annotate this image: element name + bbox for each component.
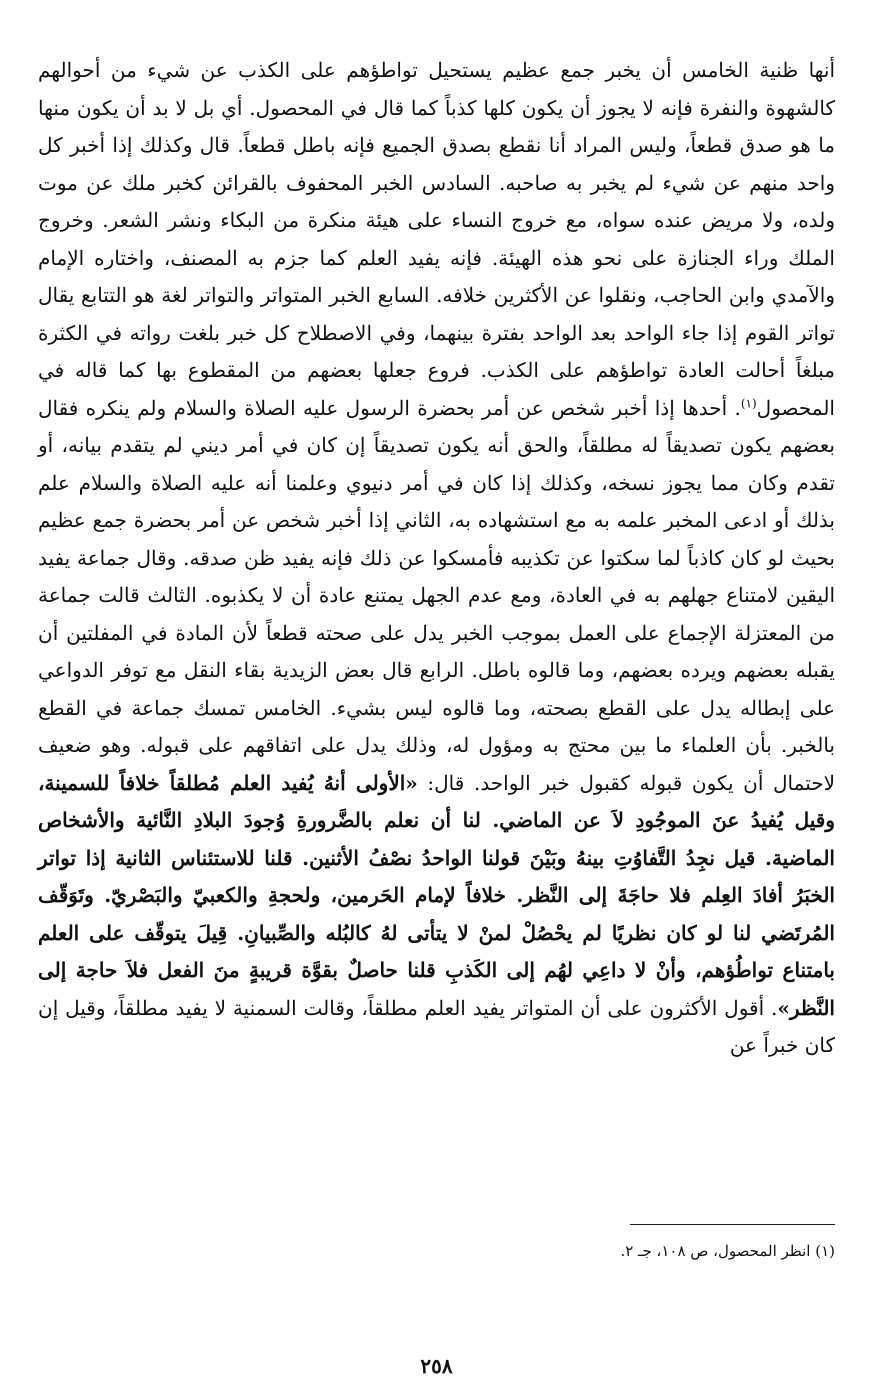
paragraph-2: . أحدها إذا أخبر شخص عن أمر بحضرة الرسول عليه الصلاة والسلام ولم ينكره فقال بعضهم يكون تصديقاً له مطلقاً، والحق أنه يكون تصديقاً إن كان في أمر ديني لم يتقدم بيانه، أو تقدم وكان مما يجوز نسخه، وكذلك إذا كان في أمر دنيوي وعلمنا أنه عليه الصلاة والسلام علم بذلك أو ادعى المخبر علمه به مع استشهاده به، الثاني إذا أخبر شخص عن أمر بحضرة جمع عظيم بحيث لو كان كاذباً لما سكتوا عن تكذيبه فأمسكوا عن ذلك فإنه يفيد ظن صدقه. وقال جماعة يفيد اليقين لامتناع جهلهم به في العادة، ومع عدم الجهل يمتنع عادة أن لا يكذبوه. الثالث قالت جماعة من المعتزلة الإجماع على العمل بموجب الخبر يدل على صحته قطعاً لأن المادة في المفلتين أن يقبله بعضهم ويرده بعضهم، وما قالوه باطل. الرابع قال بعض الزيدية بقاء النقل مع توفر الدواعي على إبطاله يدل على القطع بصحته، وما قالوه ليس بشيء. الخامس تمسك جماعة في القطع بالخبر. بأن العلماء ما بين محتج به ومؤول له، وذلك يدل على اتفاقهم على قبوله. وهو ضعيف لاحتمال أن يكون قبوله كقبول خبر الواحد. قال: [38,395,836,795]
footnote-reference: (١) [740,395,757,410]
paragraph-1: أنها ظنية الخامس أن يخبر جمع عظيم يستحيل تواطؤهم على الكذب عن شيء من أحوالهم كالشهوة والنفرة فإنه لا يجوز أن يكون كلها كذباً كما قال في المحصول. أي بل لا بد أن يكون منها ما هو صدق قطعاً، وليس المراد أنا نقطع بصدق الجميع فإنه باطل قطعاً. قال وكذلك إذا أخبر كل واحد منهم عن شيء لم يخبر به صاحبه. السادس الخبر المحفوف بالقرائن كخبر ملك عن موت ولده، ولا مريض عنده سواه، مع خروج النساء على هيئة منكرة من البكاء ونشر الشعر. وخروج الملك وراء الجنازة على نحو هذه الهيئة. فإنه يفيد العلم كما جزم به المصنف، واختاره الإمام والآمدي وابن الحاجب، ونقلوا عن الأكثرين خلافه. السابع الخبر المتواتر والتواتر لغة هو التتابع يقال تواتر القوم إذا جاء الواحد بعد الواحد بفترة بينهما، وفي الاصطلاح كل خبر بلغت رواته في الكثرة مبلغاً أحالت العادة تواطؤهم على الكذب. فروع جعلها بعضهم من المقطوع بها كما قاله في المحصول [38,58,836,420]
footnote: (١) انظر المحصول، ص ١٠٨، جـ ٢. [620,1242,835,1260]
matn-quote: «الأولى أنهُ يُفيد العلم مُطلقاً خلافاً للسمينة، وقيل يُفيدُ عنَ الموجُودِ لاَ عن الماضي. لنا أن نعلم بالضَّرورةِ وُجودَ البلادِ النَّائية والأشخاص الماضية. قيل نجِدُ التَّفاوُتِ بينهُ وبَيْنَ قولنا الواحدُ نصْفُ الأثنين. قلنا للاستئناس الثانية إذا تواتر الخبَرُ أفادَ العِلم فلا حاجَةَ إلى النَّظر. خلافاً لإمام الحَرمين، ولحجةِ والكعبيّ والبَصْريّ. وتَوَقّف المُرتَضي لنا لو كان نظريًا لم يحْصُلْ لمنْ لا يتأتى لهُ كالبُله والصِّبيانِ. قِيلَ يتوقّف على العلم بامتناع تواطُؤهم، وأنْ لا داعِي لهُم إلى الكَذبِ قلنا حاصلٌ بقوَّة قريبةٍ منَ الفعل فلاَ حاجة إلى النَّظر» [38,770,835,1020]
paragraph-3: . أقول الأكثرون على أن المتواتر يفيد العلم مطلقاً، وقالت السمنية لا يفيد مطلقاً، وقيل إن كان خبراً عن [38,995,835,1057]
page [38,52,836,1378]
page-number: ٢٥٨ [420,1354,453,1378]
footnote-divider [630,1224,835,1225]
main-text [38,52,835,1065]
